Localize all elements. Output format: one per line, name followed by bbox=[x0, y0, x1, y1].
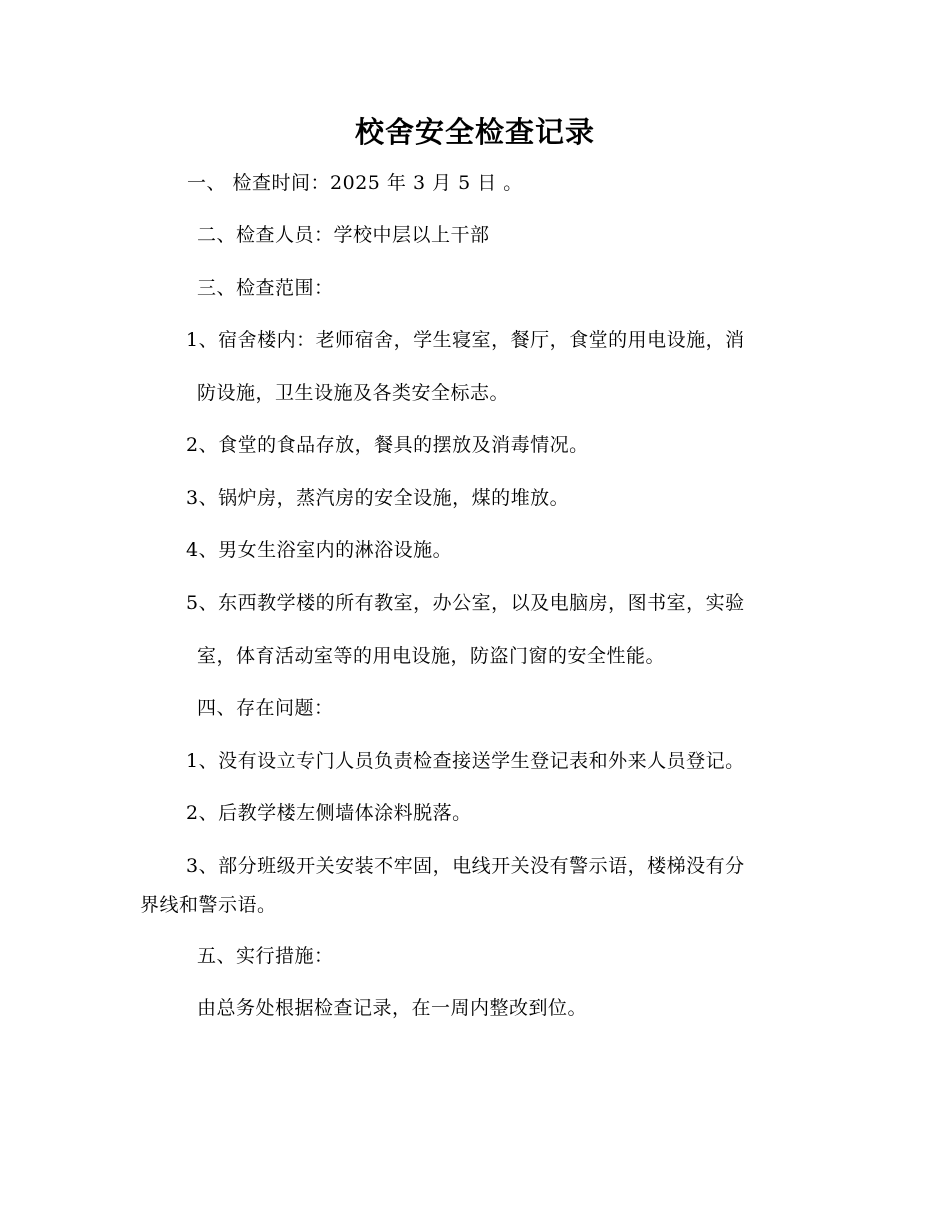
problem-item-1: 1、没有设立专门人员负责检查接送学生登记表和外来人员登记。 bbox=[186, 750, 745, 772]
scope-item-3: 3、锅炉房，蒸汽房的安全设施，煤的堆放。 bbox=[186, 487, 570, 509]
measures-heading: 五、实行措施： bbox=[197, 945, 334, 967]
scope-item-1-line-2: 防设施，卫生设施及各类安全标志。 bbox=[197, 382, 510, 404]
problem-item-3-line-1: 3、部分班级开关安装不牢固，电线开关没有警示语，楼梯没有分 bbox=[186, 855, 745, 877]
scope-item-5-line-1: 5、东西教学楼的所有教室，办公室，以及电脑房，图书室，实验 bbox=[186, 592, 745, 614]
problem-item-3-line-2: 界线和警示语。 bbox=[140, 894, 277, 916]
scope-item-5-line-2: 室，体育活动室等的用电设施，防盗门窗的安全性能。 bbox=[197, 645, 666, 667]
scope-item-4: 4、男女生浴室内的淋浴设施。 bbox=[186, 539, 453, 561]
scope-item-1-line-1: 1、宿舍楼内：老师宿舍，学生寝室，餐厅，食堂的用电设施，消 bbox=[186, 329, 745, 351]
inspection-time-line: 一、 检查时间：2025 年 3 月 5 日 。 bbox=[187, 172, 523, 194]
problem-item-2: 2、后教学楼左侧墙体涂料脱落。 bbox=[186, 802, 472, 824]
document-title: 校舍安全检查记录 bbox=[354, 115, 595, 149]
inspection-scope-heading: 三、检查范围： bbox=[197, 277, 334, 299]
inspection-staff-line: 二、检查人员：学校中层以上干部 bbox=[197, 224, 490, 246]
scope-item-2: 2、食堂的食品存放，餐具的摆放及消毒情况。 bbox=[186, 434, 589, 456]
measures-content: 由总务处根据检查记录，在一周内整改到位。 bbox=[197, 997, 588, 1019]
problems-heading: 四、存在问题： bbox=[197, 697, 334, 719]
